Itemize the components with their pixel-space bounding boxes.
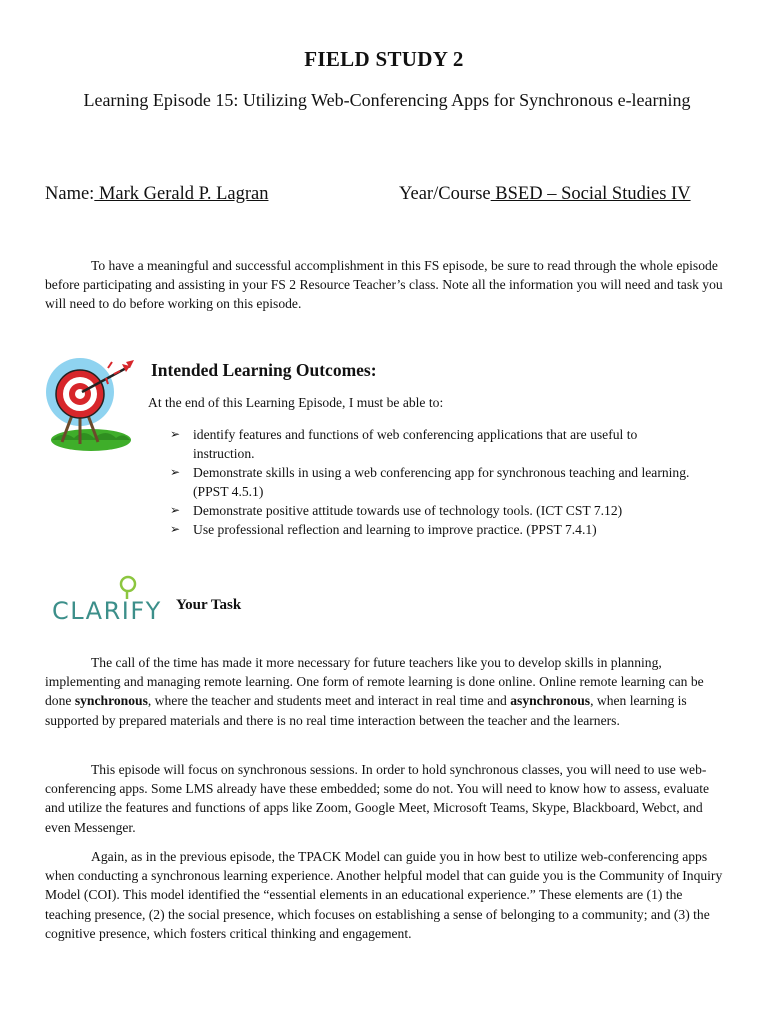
clarify-logo-text: CLARIFY — [52, 597, 162, 625]
arrow-bullet-icon: ➢ — [170, 522, 181, 536]
outcomes-lead: At the end of this Learning Episode, I must be able to: — [148, 395, 444, 410]
episode-title: Learning Episode 15: Utilizing Web-Conferencing Apps for Synchronous e-learning — [83, 90, 691, 110]
synchronous-term: synchronous — [74, 693, 148, 709]
document-title: FIELD STUDY 2 — [304, 47, 464, 71]
task-paragraph-2: This episode will focus on synchronous sessions. In order to hold synchronous classes, you will need to use web-conferencing apps. Some LMS already have these embedded; some do not. You will need to know how to assess, evaluate and utilize the features and functions of apps like Zoom, Google Meet, Microsoft Teams, Skype, Blackboard, Webct, and even Messenger. — [45, 762, 710, 835]
intro-paragraph — [45, 256, 725, 314]
course-line — [399, 184, 691, 205]
intro-text: To have a meaningful and successful accomplishment in this FS episode, be sure to read through the whole episode before participating and assisting in your FS 2 Resource Teacher’s class. Note all the information you will need and task you will need to do before working on this episode. — [45, 258, 723, 312]
list-item: ➢ identify features and functions of web conferencing applications that are useful to instruction. — [170, 427, 638, 461]
name-line — [45, 184, 268, 205]
course-label: Year/Course — [399, 184, 491, 204]
course-value: BSED – Social Studies IV — [490, 184, 691, 204]
name-label: Name: — [45, 184, 95, 204]
task-paragraph-3: Again, as in the previous episode, the TPACK Model can guide you in how best to utilize web-conferencing apps when conducting a synchronous learning experience. Another helpful model that can guide you is the Community of Inquiry Model (COI). This model identified the “essential elements in an educational experience.” These elements are (1) the teaching presence, (2) the social presence, which focuses on establishing a sense of belonging to a community; and (3) the cognitive presence, which fosters critical thinking and engagement. — [45, 849, 723, 941]
outcomes-list — [170, 425, 690, 539]
list-item: ➢ Demonstrate positive attitude towards use of technology tools. (ICT CST 7.12) — [170, 503, 623, 518]
target-icon — [44, 350, 138, 454]
arrow-bullet-icon: ➢ — [170, 503, 181, 517]
arrow-bullet-icon: ➢ — [170, 465, 181, 479]
name-value: Mark Gerald P. Lagran — [94, 184, 269, 204]
outcomes-heading: Intended Learning Outcomes: — [151, 360, 377, 380]
asynchronous-term: asynchronous — [510, 693, 591, 709]
task-paragraph-1: The call of the time has made it more necessary for future teachers like you to develop skills in planning, implementing and managing remote learning. One form of remote learning is done online. Online remote learning can be done synchronous, where the teacher and students meet and interact in real time and asynchronous, when learning is supported by prepared materials and there is no real time interaction between the teacher and the learners. — [45, 655, 704, 728]
task-heading: Your Task — [176, 597, 242, 613]
arrow-bullet-icon: ➢ — [170, 427, 181, 441]
clarify-logo — [50, 573, 170, 625]
list-item: ➢ Demonstrate skills in using a web conferencing app for synchronous teaching and learning. (PPST 4.5.1) — [170, 465, 690, 499]
list-item: ➢ Use professional reflection and learning to improve practice. (PPST 7.4.1) — [170, 522, 597, 537]
